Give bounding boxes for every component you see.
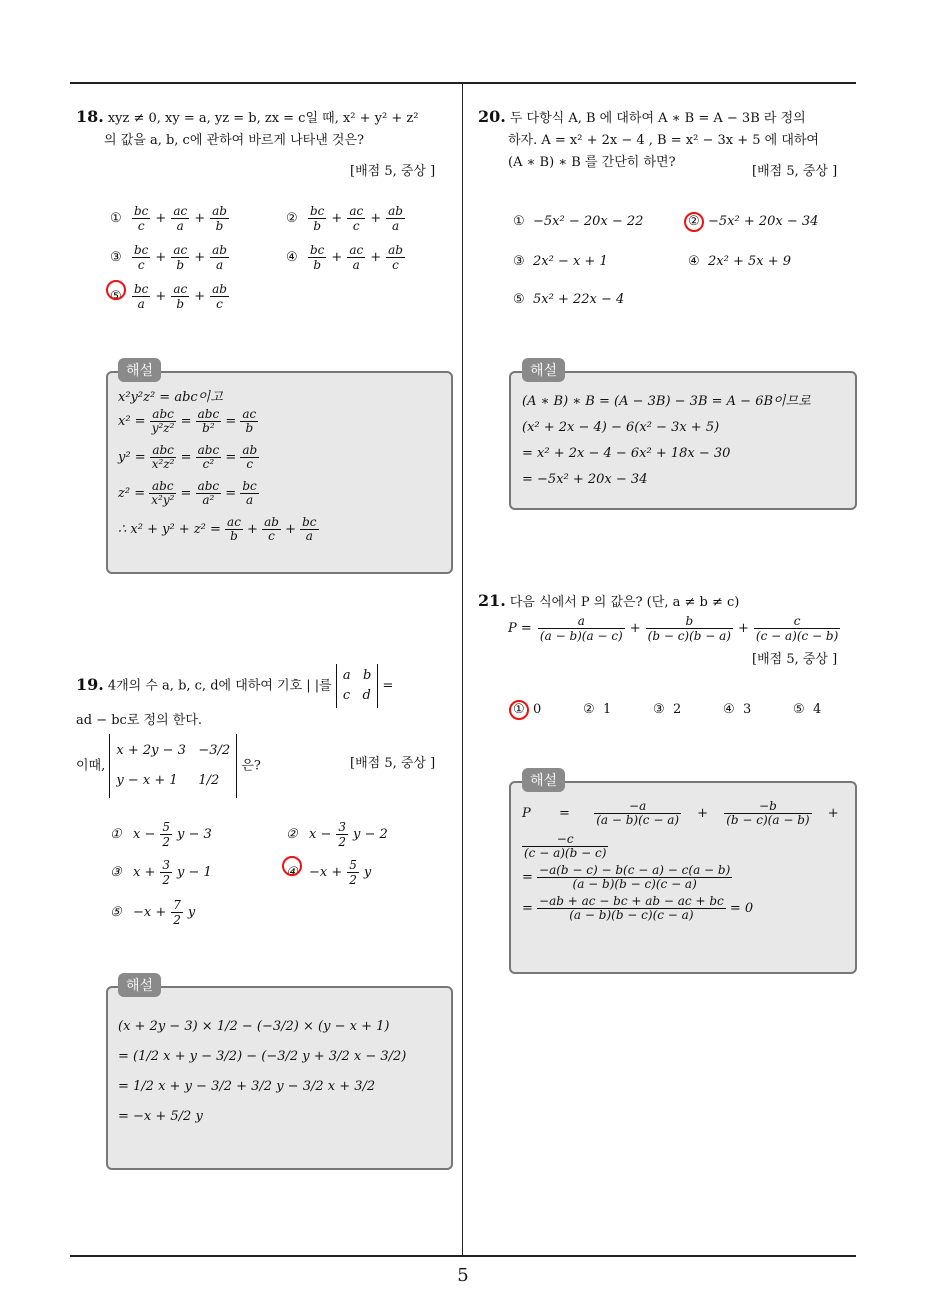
choice-text: −x +: [309, 865, 343, 880]
choice-text: 2: [673, 702, 682, 717]
solution-text: ∴ x² + y² + z² =: [118, 522, 221, 537]
choice-number: ③: [110, 250, 122, 265]
frac-num: 7: [173, 898, 181, 912]
fraction: [308, 204, 326, 233]
frac-num: abc: [197, 407, 220, 421]
frac-den: c: [216, 297, 223, 311]
solution-tag: 해설: [118, 358, 161, 382]
solution-line: (x + 2y − 3) × 1/2 − (−3/2) × (y − x + 1): [118, 1019, 390, 1034]
frac-num: bc: [302, 515, 317, 529]
determinant-matrix: [336, 664, 379, 708]
frac-num: ac: [349, 204, 364, 218]
frac-num: ac: [173, 282, 188, 296]
answer-choice[interactable]: [110, 204, 231, 233]
choice-text: 2x² + 5x + 9: [708, 254, 792, 269]
solution-text: z² =: [118, 486, 146, 501]
solution-line: [522, 833, 839, 860]
solution-text: +: [827, 806, 839, 821]
question-number: 19.: [76, 674, 104, 694]
choice-text: −x +: [133, 905, 167, 920]
choice-text: 4: [813, 702, 822, 717]
frac-den: (a − b)(a − c): [539, 629, 623, 643]
plus-sign: +: [194, 211, 206, 226]
choice-number: ④: [286, 865, 298, 880]
question-text: 은?: [241, 758, 261, 774]
frac-num: ac: [227, 515, 241, 529]
answer-mark-icon: [509, 700, 529, 720]
solution-text: =: [559, 806, 570, 821]
frac-num: bc: [134, 282, 149, 296]
frac-num: ac: [173, 204, 188, 218]
plus-sign: +: [155, 289, 167, 304]
frac-num: ab: [264, 515, 279, 529]
frac-num: 3: [338, 820, 346, 834]
question-text: ad − bc로 정의 한다.: [76, 713, 203, 728]
frac-den: a: [215, 258, 224, 272]
question-number: 20.: [478, 107, 506, 126]
plus-sign: +: [155, 211, 167, 226]
choice-number: ③: [513, 254, 525, 269]
answer-choice[interactable]: [110, 243, 231, 272]
column-divider: [462, 83, 463, 1256]
fraction: [347, 858, 359, 887]
answer-choice[interactable]: [513, 702, 541, 717]
fraction: [347, 204, 365, 233]
choice-number: ④: [723, 702, 735, 717]
frac-den: c: [392, 258, 399, 272]
solution-text: +: [697, 806, 709, 821]
frac-den: x²y²: [151, 493, 175, 507]
question-number: 21.: [478, 591, 506, 610]
solution-text: x² =: [118, 414, 146, 429]
solution-line: ∴ x² + y² + z² = $\frac{ac}{b}$ + $\frac{ab}{c}$ + $\frac{bc}{a}$: [118, 515, 317, 543]
page-number: 5: [457, 1265, 469, 1286]
frac-num: 5: [349, 858, 357, 872]
question-21: [478, 590, 860, 643]
fraction: [386, 204, 405, 233]
frac-num: −a: [594, 800, 681, 814]
fraction: [210, 243, 229, 272]
frac-num: a: [538, 614, 625, 629]
matrix-cell: c: [342, 688, 351, 703]
frac-den: (b − c)(b − a): [647, 629, 731, 643]
frac-num: abc: [197, 479, 220, 493]
answer-choice[interactable]: [110, 858, 215, 887]
solution-line: = −x + 5/2 y: [118, 1109, 203, 1124]
frac-num: b: [646, 614, 733, 629]
frac-num: bc: [310, 243, 325, 257]
solution-20: [522, 389, 811, 493]
choice-number: ⑤: [793, 702, 805, 717]
solution-18: [118, 388, 319, 552]
solution-tag: 해설: [118, 973, 161, 997]
plus-sign: +: [331, 250, 343, 265]
matrix-cell: d: [362, 688, 371, 703]
frac-den: b: [176, 297, 185, 311]
frac-den: (a − b)(b − c)(c − a): [572, 877, 697, 891]
frac-num: bc: [242, 479, 257, 493]
frac-num: bc: [134, 204, 149, 218]
answer-choice[interactable]: [286, 820, 391, 849]
choice-text: y: [363, 865, 372, 880]
solution-line: = (1/2 x + y − 3/2) − (−3/2 y + 3/2 x − 3/2): [118, 1049, 407, 1064]
solution-line: z² = $\frac{\text{abc}}{\text{x²y²}}$ = $\frac{\text{abc}}{\text{a²}}$ = $\frac{bc}{a}$: [118, 479, 257, 507]
frac-den: b: [215, 219, 224, 233]
choice-number: ③: [110, 865, 122, 880]
fraction: [210, 282, 229, 311]
frac-num: abc: [150, 408, 177, 422]
answer-choice[interactable]: [286, 204, 407, 233]
solution-line: = $\frac{-a(b - c) - b(c - a) - c(a - b)}{(a - b)(b - c)(c - a)}$: [522, 863, 731, 891]
fraction: [160, 820, 172, 849]
choice-number: ①: [110, 827, 122, 842]
top-rule: [70, 82, 856, 84]
formula-text: P =: [508, 621, 532, 636]
question-text: (A ∗ B) ∗ B 를 간단히 하면?: [508, 155, 676, 170]
choice-text: y − 3: [177, 827, 212, 842]
choice-number: ③: [653, 702, 665, 717]
solution-text: P: [522, 806, 531, 821]
solution-line: y² = $\frac{\text{abc}}{\text{x²z²}}$ = $\frac{\text{abc}}{\text{c²}}$ = $\frac{ab}{c}$: [118, 443, 258, 471]
frac-den: a: [137, 297, 145, 311]
frac-num: −c: [522, 833, 608, 847]
frac-den: a: [245, 493, 254, 507]
matrix-cell: a: [342, 668, 351, 683]
choice-text: 1: [603, 702, 612, 717]
frac-num: ab: [388, 243, 403, 257]
score-label: [배점 5, 중상 ]: [752, 652, 838, 667]
question-text: 이때,: [76, 758, 106, 774]
answer-choice[interactable]: [110, 282, 231, 311]
choice-text: 3: [743, 702, 752, 717]
answer-choice[interactable]: [286, 243, 407, 272]
fraction: [132, 243, 150, 272]
frac-den: b: [313, 219, 322, 233]
question-text: 다음 식에서 P 의 값은? (단, a ≠ b ≠ c): [509, 595, 740, 610]
answer-choice[interactable]: [110, 898, 198, 927]
question-formula: P = $\frac{a}{(a - b)(a - c)}$ + $\frac{b}{(b - c)(b - a)}$ + $\frac{c}{(c - a)(c - b)}$: [508, 614, 839, 643]
fraction: [171, 243, 189, 272]
answer-choice[interactable]: [513, 214, 643, 229]
choice-text: x −: [309, 827, 332, 842]
frac-den: c: [352, 219, 360, 233]
frac-num: ac: [349, 243, 364, 257]
plus-sign: +: [370, 250, 382, 265]
fraction: [386, 243, 405, 272]
frac-den: a: [305, 529, 313, 543]
frac-den: c: [246, 457, 254, 471]
plus-sign: +: [194, 289, 206, 304]
answer-choice[interactable]: [653, 702, 681, 717]
frac-num: ab: [242, 443, 258, 457]
question-19: [76, 664, 458, 798]
choice-text: x +: [133, 865, 156, 880]
question-text: 두 다항식 A, B 에 대하여 A ∗ B = A − 3B 라 정의: [509, 111, 806, 126]
choice-number: ⑤: [513, 292, 525, 307]
fraction: [132, 204, 150, 233]
choice-number: ④: [688, 254, 700, 269]
answer-mark-icon: [106, 280, 126, 300]
solution-line: (x² + 2x − 4) − 6(x² − 3x + 5): [522, 420, 720, 435]
solution-line: = x² + 2x − 4 − 6x² + 18x − 30: [522, 446, 731, 461]
frac-num: bc: [134, 243, 149, 257]
choice-text: −5x² + 20x − 34: [708, 214, 819, 229]
question-text: =: [382, 678, 394, 694]
answer-choice[interactable]: [688, 214, 818, 229]
solution-line: (A ∗ B) ∗ B = (A − 3B) − 3B = A − 6B이므로: [522, 394, 811, 409]
fraction: [171, 204, 189, 233]
solution-text: y² =: [118, 450, 146, 465]
frac-den: a: [391, 219, 400, 233]
frac-den: a: [176, 219, 184, 233]
choice-text: y − 1: [177, 865, 212, 880]
answer-choice[interactable]: [286, 858, 374, 887]
determinant-matrix: [109, 734, 237, 798]
fraction: [132, 282, 150, 311]
fraction: [210, 204, 229, 233]
solution-text: = 0: [729, 901, 754, 916]
solution-tag: 해설: [522, 768, 565, 792]
choice-text: 5x² + 22x − 4: [533, 292, 625, 307]
frac-num: ac: [242, 407, 257, 421]
answer-choice[interactable]: [513, 254, 608, 269]
plus-sign: +: [194, 250, 206, 265]
frac-den: 2: [162, 835, 170, 849]
question-18: [76, 106, 456, 152]
solution-line: = 1/2 x + y − 3/2 + 3/2 y − 3/2 x + 3/2: [118, 1079, 376, 1094]
score-label: [배점 5, 중상 ]: [752, 164, 838, 179]
frac-num: abc: [150, 444, 177, 458]
frac-den: (b − c)(a − b): [726, 813, 810, 827]
matrix-cell: 1/2: [198, 773, 220, 788]
frac-den: c: [137, 258, 145, 272]
choice-text: 0: [533, 702, 542, 717]
fraction: [308, 243, 326, 272]
matrix-cell: −3/2: [198, 743, 231, 758]
frac-den: b²: [202, 421, 215, 435]
choice-number: ①: [110, 211, 122, 226]
score-label: [배점 5, 중상 ]: [350, 756, 436, 771]
plus-sign: +: [331, 211, 343, 226]
frac-den: (a − b)(c − a): [596, 813, 680, 827]
frac-num: ab: [388, 204, 403, 218]
score-label: [배점 5, 중상 ]: [350, 164, 436, 179]
matrix-cell: b: [363, 668, 372, 683]
matrix-cell: y − x + 1: [116, 773, 178, 788]
answer-choice[interactable]: [583, 702, 611, 717]
choice-number: ⑤: [110, 905, 122, 920]
question-text: 의 값을 a, b, c에 관하여 바르게 나타낸 것은?: [104, 133, 365, 148]
solution-tag: 해설: [522, 358, 565, 382]
solution-line: = −5x² + 20x − 34: [522, 472, 648, 487]
frac-den: (c − a)(b − c): [524, 846, 607, 860]
fraction: [336, 820, 348, 849]
choice-number: ②: [286, 211, 298, 226]
frac-num: abc: [197, 443, 220, 457]
answer-choice[interactable]: [513, 292, 624, 307]
frac-den: a: [352, 258, 360, 272]
choice-number: ⑤: [110, 289, 122, 304]
frac-den: x²z²: [151, 457, 175, 471]
question-text: 4개의 수 a, b, c, d에 대하여 기호 | |를: [107, 678, 332, 694]
frac-den: (c − a)(c − b): [755, 629, 839, 643]
answer-mark-icon: [684, 212, 704, 232]
frac-den: b: [245, 421, 254, 435]
answer-choice[interactable]: [688, 254, 791, 269]
solution-line: [522, 800, 839, 827]
frac-den: b: [313, 258, 322, 272]
solution-line: x² = $\frac{\text{abc}}{\text{y²z²}}$ = $\frac{\text{abc}}{\text{b²}}$ = $\frac{ac}{b}$: [118, 407, 257, 435]
question-text: 하자. A = x² + 2x − 4 , B = x² − 3x + 5 에 대하여: [508, 133, 819, 148]
choice-text: 2x² − x + 1: [533, 254, 608, 269]
answer-mark-icon: [282, 856, 302, 876]
choice-number: ②: [583, 702, 595, 717]
choice-number: ④: [286, 250, 298, 265]
plus-sign: +: [370, 211, 382, 226]
solution-line: = $\frac{-ab + ac - bc + ab - ac + bc}{(a - b)(b - c)(c - a)}$ = 0: [522, 894, 754, 922]
frac-num: bc: [310, 204, 325, 218]
frac-num: 5: [162, 820, 170, 834]
choice-text: x −: [133, 827, 156, 842]
choice-text: y − 2: [353, 827, 388, 842]
choice-number: ①: [513, 702, 525, 717]
solution-line: x²y²z² = abc이고: [118, 390, 223, 405]
choice-number: ②: [286, 827, 298, 842]
answer-choice[interactable]: [793, 702, 821, 717]
frac-num: ab: [212, 282, 227, 296]
frac-den: a²: [202, 493, 215, 507]
answer-choice[interactable]: [110, 820, 215, 849]
fraction: [171, 898, 183, 927]
question-number: 18.: [76, 107, 104, 126]
frac-den: b: [176, 258, 185, 272]
frac-num: −b: [724, 800, 811, 814]
solution-21: [522, 800, 839, 922]
frac-den: 2: [162, 873, 170, 887]
frac-num: ac: [173, 243, 188, 257]
choice-text: −5x² − 20x − 22: [533, 214, 644, 229]
fraction: [171, 282, 189, 311]
frac-num: −ab + ac − bc + ab − ac + bc: [539, 894, 724, 908]
matrix-cell: x + 2y − 3: [116, 743, 186, 758]
choice-text: y: [187, 905, 196, 920]
frac-num: −a(b − c) − b(c − a) − c(a − b): [539, 863, 731, 877]
frac-den: y²z²: [151, 421, 175, 435]
frac-num: c: [754, 614, 840, 629]
answer-choice[interactable]: [723, 702, 751, 717]
frac-den: c²: [202, 457, 215, 471]
solution-19: [118, 1012, 406, 1132]
frac-num: 3: [162, 858, 170, 872]
fraction: [347, 243, 365, 272]
frac-num: ab: [212, 204, 227, 218]
fraction: [160, 858, 172, 887]
choice-number: ②: [688, 214, 700, 229]
frac-den: 2: [173, 913, 181, 927]
frac-den: 2: [338, 835, 346, 849]
frac-den: c: [268, 529, 275, 543]
frac-den: c: [137, 219, 145, 233]
bottom-rule: [70, 1255, 856, 1257]
frac-den: b: [230, 529, 238, 543]
question-text: xyz ≠ 0, xy = a, yz = b, zx = c일 때, x² + y² + z²: [107, 111, 419, 126]
frac-num: ab: [212, 243, 227, 257]
plus-sign: +: [155, 250, 167, 265]
choice-number: ①: [513, 214, 525, 229]
frac-den: 2: [349, 873, 357, 887]
frac-den: (a − b)(b − c)(c − a): [569, 908, 694, 922]
frac-num: abc: [149, 480, 176, 494]
